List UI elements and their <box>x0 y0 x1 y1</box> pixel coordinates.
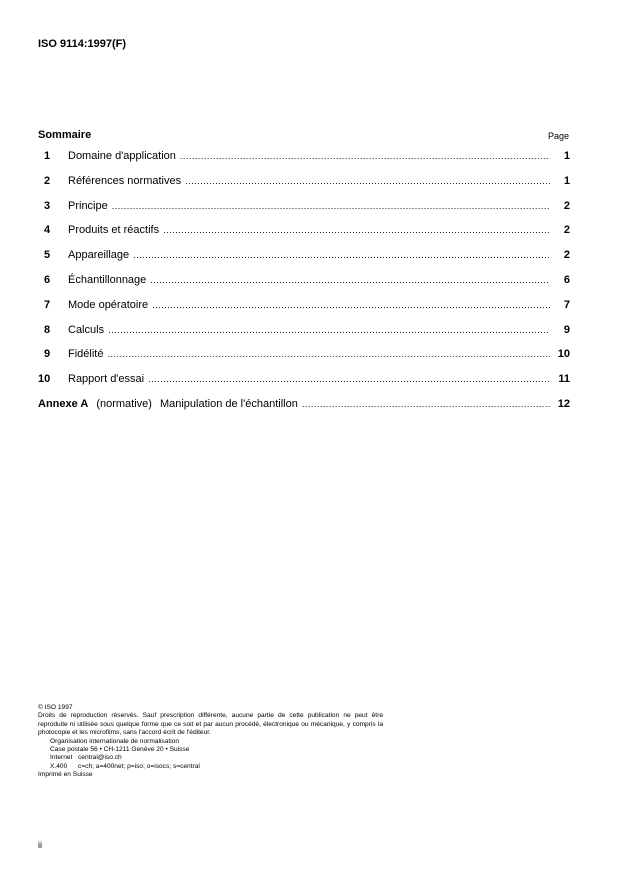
toc-leader-dots <box>133 250 550 260</box>
toc-entry[interactable] <box>38 373 570 398</box>
toc-entry-title: Mode opératoire <box>68 298 149 311</box>
toc-entry-title: Calculs <box>68 323 105 336</box>
toc-entry[interactable] <box>38 274 570 299</box>
toc-entry-title: Principe <box>68 199 108 212</box>
toc-entry-page: 2 <box>563 249 570 262</box>
toc-entry-title: Appareillage <box>68 249 130 262</box>
toc-entry-page: 6 <box>563 273 570 286</box>
toc-entry[interactable] <box>38 324 570 349</box>
copyright-block <box>38 704 383 780</box>
annex-page: 12 <box>557 397 570 410</box>
toc-page-label: Page <box>547 131 569 141</box>
toc-entry-title: Produits et réactifs <box>68 224 160 237</box>
toc-entry-number: 3 <box>44 199 51 212</box>
toc-leader-dots <box>107 349 550 359</box>
toc-entry[interactable] <box>38 249 570 274</box>
toc-entry-page: 7 <box>563 298 570 311</box>
page-number: ii <box>38 840 42 850</box>
toc-title: Sommaire <box>38 129 92 141</box>
toc-leader-dots <box>112 201 550 211</box>
toc-entry-page: 10 <box>557 348 570 361</box>
annex-label: Annexe A <box>38 397 89 410</box>
toc-entry-page: 1 <box>563 150 570 162</box>
toc-entry-page: 1 <box>563 174 570 187</box>
toc-entry-number: 1 <box>44 150 51 162</box>
toc-entry-number: 7 <box>44 298 51 311</box>
toc-annex-entry[interactable] <box>38 398 570 423</box>
toc-entry-title: Références normatives <box>68 174 182 187</box>
toc-entry-page: 2 <box>563 224 570 237</box>
internet-label: Internet <box>50 754 73 762</box>
rights-notice: Droits de reproduction réservés. Sauf prescription différente, aucune partie de cette publication ne peut être reproduite ni utilisée sous quelque forme que ce soit et par aucun procédé, électronique ou mécanique, y compris la photocopie et les microfilms, sans l'accord écrit de l'éditeur. <box>38 712 383 737</box>
toc-entry-number: 2 <box>44 174 51 187</box>
toc-leader-dots <box>152 300 550 310</box>
toc-entry-title: Rapport d'essai <box>68 373 145 386</box>
postal-address: Case postale 56 • CH-1211 Genève 20 • Suisse <box>50 746 190 754</box>
toc-leader-dots <box>108 325 550 335</box>
annex-title: Manipulation de l'échantillon <box>159 397 298 410</box>
toc-entry-title: Fidélité <box>68 348 104 361</box>
toc-leader-dots <box>302 399 550 409</box>
internet-address[interactable]: central@iso.ch <box>78 754 122 762</box>
toc-entry[interactable] <box>38 348 570 373</box>
toc-entry-page: 9 <box>563 323 570 336</box>
table-of-contents <box>38 150 570 423</box>
toc-leader-dots <box>185 176 550 186</box>
toc-entry-page: 11 <box>558 373 570 386</box>
toc-entry[interactable] <box>38 299 570 324</box>
organisation-name: Organisation internationale de normalisation <box>50 737 180 745</box>
toc-entry[interactable] <box>38 200 570 225</box>
toc-entry-number: 5 <box>44 249 51 262</box>
toc-leader-dots <box>150 275 550 285</box>
annex-type: (normative) <box>96 397 152 410</box>
toc-leader-dots <box>163 225 550 235</box>
publisher-address <box>38 738 383 772</box>
toc-entry[interactable] <box>38 150 570 175</box>
toc-entry-title: Échantillonnage <box>68 273 147 286</box>
copyright-line: © ISO 1997 <box>38 704 73 711</box>
toc-entry-number: 10 <box>38 373 51 386</box>
document-id: ISO 9114:1997(F) <box>38 38 127 50</box>
toc-entry-number: 9 <box>44 348 51 361</box>
toc-entry[interactable] <box>38 175 570 200</box>
toc-entry-number: 6 <box>44 273 51 286</box>
x400-address: c=ch; a=400net; p=iso; o=isocs; s=central <box>78 762 200 770</box>
toc-entry-title: Domaine d'application <box>68 150 176 162</box>
toc-entry-page: 2 <box>563 199 570 212</box>
x400-label: X.400 <box>50 762 68 770</box>
toc-leader-dots <box>180 151 550 161</box>
toc-entry[interactable] <box>38 224 570 249</box>
toc-entry-number: 8 <box>44 323 51 336</box>
toc-entry-number: 4 <box>44 224 51 237</box>
printed-in: Imprimé en Suisse <box>38 771 93 779</box>
toc-leader-dots <box>148 374 550 384</box>
